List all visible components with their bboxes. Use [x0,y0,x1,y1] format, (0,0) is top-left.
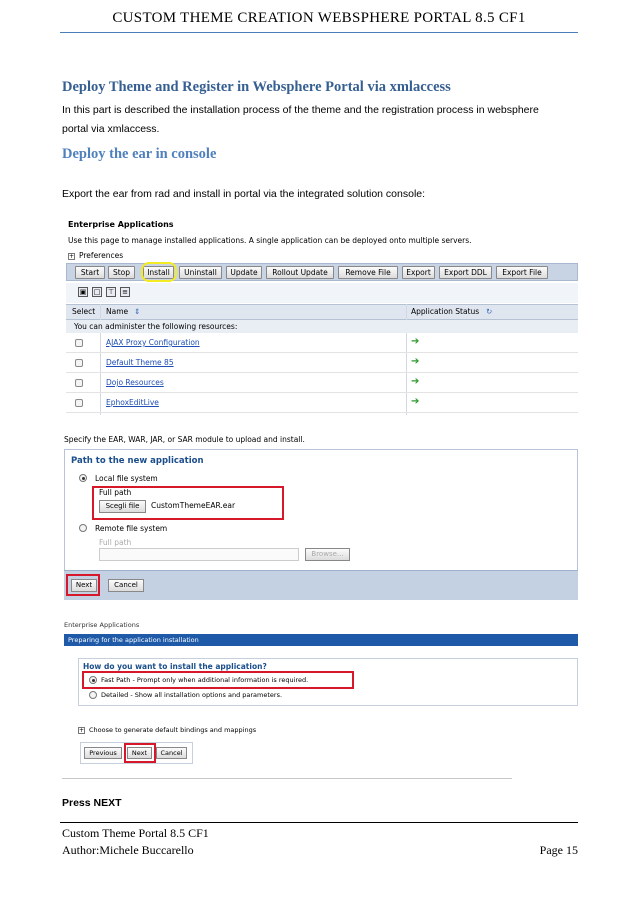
row-checkbox[interactable] [75,359,83,367]
expand-icon: + [79,726,85,734]
select-all-icon[interactable]: ▣ [79,288,87,296]
column-application-status: Application Status [411,307,480,316]
footer-rule [60,822,578,823]
preferences-toggle[interactable] [68,251,123,260]
rollout-update-button[interactable]: Rollout Update [266,266,334,279]
column-name[interactable]: Name [106,307,129,316]
table-icon-toolbar [66,283,578,303]
full-path-label: Full path [99,488,132,497]
footer-title: Custom Theme Portal 8.5 CF1 [62,826,209,840]
table-row [66,373,578,393]
preferences-label: Preferences [79,251,124,260]
remote-file-system-radio[interactable] [79,524,87,532]
export-file-button[interactable]: Export File [496,266,548,279]
table-row [66,333,578,353]
next-button[interactable]: Next [71,579,97,592]
enterprise-applications-screenshot [66,218,578,415]
application-link[interactable]: AJAX Proxy Configuration [106,338,200,347]
previous-button[interactable]: Previous [84,747,122,759]
cancel-button[interactable]: Cancel [108,579,144,592]
next-highlight [66,574,100,596]
separator-line [62,778,512,779]
install-button[interactable]: Install [143,266,174,279]
section-heading-deploy-theme: Deploy Theme and Register in Websphere Portal via xmlaccess [62,79,451,95]
row-checkbox[interactable] [75,339,83,347]
deselect-all-icon[interactable]: □ [93,288,101,296]
enterprise-applications-caption: Enterprise Applications [64,621,140,629]
start-button[interactable]: Start [75,266,105,279]
row-checkbox[interactable] [75,379,83,387]
document-header: CUSTOM THEME CREATION WEBSPHERE PORTAL 8.5 CF1 [112,10,526,26]
next-button[interactable]: Next [127,747,152,759]
application-link[interactable]: Default Theme 85 [106,358,174,367]
header-rule [60,32,578,33]
section-intro-text: In this part is described the installation process of the theme and the registration process in websphere portal via xmlaccess. [62,104,539,135]
table-header [66,304,578,320]
export-ddl-button[interactable]: Export DDL [439,266,492,279]
footer-author: Author:Michele Buccarello [62,843,194,857]
page-number: Page 15 [539,843,578,857]
table-row [66,393,578,413]
prepare-install-screenshot [62,620,578,768]
stop-button[interactable]: Stop [108,266,135,279]
uninstall-button[interactable]: Uninstall [179,266,222,279]
enterprise-applications-title: Enterprise Applications [68,220,174,229]
remote-file-system-label: Remote file system [95,524,168,533]
started-arrow-icon: ➔ [411,336,420,347]
fast-path-highlight [82,671,354,689]
choose-file-button[interactable]: Scegli file [99,500,146,513]
column-select: Select [72,307,96,316]
local-file-system-radio[interactable] [79,474,87,482]
filter-icon[interactable]: ⊤ [107,288,115,296]
path-panel [64,449,578,583]
button-group-frame [80,742,193,764]
table-row [66,353,578,373]
install-question: How do you want to install the application? [83,662,267,671]
remove-file-button[interactable]: Remove File [338,266,398,279]
table-subheader: You can administer the following resources: [66,320,578,333]
action-bar [64,570,578,600]
started-arrow-icon: ➔ [411,376,420,387]
fast-path-label: Fast Path - Prompt only when additional information is required. [101,676,309,684]
started-arrow-icon: ➔ [411,356,420,367]
expand-icon: + [69,252,75,260]
application-link[interactable]: EphoxEditLive [106,398,159,407]
upload-caption: Specify the EAR, WAR, JAR, or SAR module to upload and install. [64,435,305,444]
started-arrow-icon: ➔ [411,396,420,407]
instruction-text: Press NEXT [62,797,122,809]
enterprise-applications-description: Use this page to manage installed applications. A single application can be deployed onto multiple servers. [68,236,472,245]
export-button[interactable]: Export [402,266,435,279]
export-ear-text: Export the ear from rad and install in portal via the integrated solution console: [62,188,426,200]
detailed-label: Detailed - Show all installation options and parameters. [101,691,283,699]
local-file-system-label: Local file system [95,474,158,483]
generate-bindings-label: Choose to generate default bindings and mappings [89,726,257,734]
remote-path-input[interactable] [99,548,299,561]
generate-bindings-toggle[interactable] [78,726,256,734]
file-highlight [92,486,284,520]
browse-button[interactable]: Browse... [305,548,350,561]
row-checkbox[interactable] [75,399,83,407]
selected-file-name: CustomThemeEAR.ear [151,501,236,510]
path-to-application-screenshot [62,433,578,603]
sort-icon[interactable]: ⇕ [134,307,141,316]
clear-filter-icon[interactable]: ≡ [120,287,130,297]
cancel-button[interactable]: Cancel [156,747,187,759]
refresh-icon[interactable]: ↻ [486,307,493,316]
install-highlight [141,262,177,282]
update-button[interactable]: Update [226,266,262,279]
detailed-radio[interactable] [89,691,97,699]
panel-title: Path to the new application [71,456,204,466]
remote-full-path-label: Full path [99,538,132,547]
preparing-title-bar: Preparing for the application installation [64,634,578,646]
section-heading-deploy-ear: Deploy the ear in console [62,146,217,162]
application-link[interactable]: Dojo Resources [106,378,164,387]
